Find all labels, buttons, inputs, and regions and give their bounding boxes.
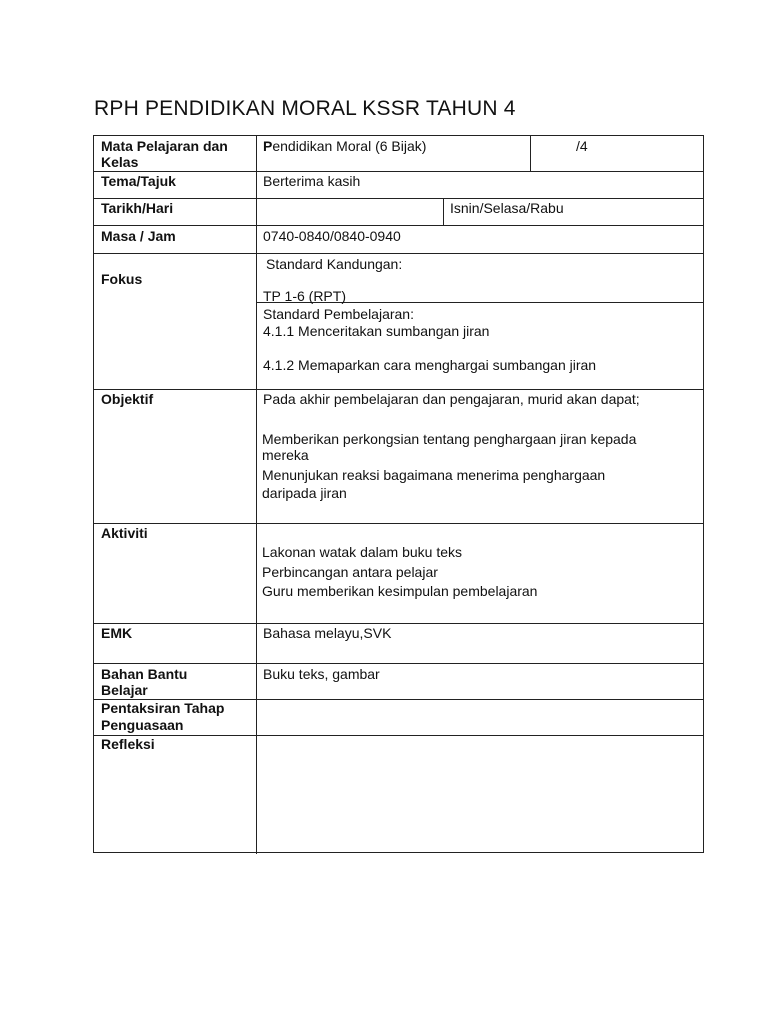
row-divider	[94, 225, 703, 226]
label-aktiviti: Aktiviti	[101, 525, 148, 541]
column-divider	[443, 198, 444, 225]
standard-pembelajaran: Standard Pembelajaran:	[263, 306, 414, 322]
label-bahan-line1: Bahan Bantu	[101, 666, 188, 682]
label-mata-pelajaran-line1: Mata Pelajaran dan	[101, 138, 228, 154]
label-pentaksiran-line2: Penguasaan	[101, 717, 184, 733]
label-emk: EMK	[101, 625, 133, 641]
label-refleksi: Refleksi	[101, 736, 155, 752]
label-mata-pelajaran-line2: Kelas	[101, 154, 139, 170]
row-divider	[94, 663, 703, 664]
column-divider	[530, 136, 531, 171]
label-tema: Tema/Tajuk	[101, 173, 176, 189]
objektif-item-1-line1: Memberikan perkongsian tentang penghargaan jiran kepada	[262, 431, 637, 447]
label-tarikh: Tarikh/Hari	[101, 200, 174, 216]
label-masa: Masa / Jam	[101, 228, 176, 244]
value-mata-pelajaran-first-letter: P	[263, 138, 273, 154]
value-bahan: Buku teks, gambar	[263, 666, 380, 682]
objektif-intro: Pada akhir pembelajaran dan pengajaran, murid akan dapat;	[263, 391, 640, 407]
row-divider	[94, 389, 703, 390]
value-mata-pelajaran-rest: endidikan Moral (6 Bijak)	[272, 138, 427, 154]
label-objektif: Objektif	[101, 391, 154, 407]
row-divider	[94, 253, 703, 254]
value-hari: Isnin/Selasa/Rabu	[450, 200, 564, 216]
rph-table	[93, 135, 704, 853]
sp-item-2: 4.1.2 Memaparkan cara menghargai sumbangan jiran	[263, 357, 597, 373]
aktiviti-item-3: Guru memberikan kesimpulan pembelajaran	[262, 583, 538, 599]
label-bahan-line2: Belajar	[101, 682, 148, 698]
row-divider	[94, 523, 703, 524]
row-divider	[94, 735, 703, 736]
aktiviti-item-2: Perbincangan antara pelajar	[262, 564, 438, 580]
objektif-item-1-line2: mereka	[262, 447, 309, 463]
row-divider	[94, 171, 703, 172]
row-divider	[94, 198, 703, 199]
tp-range: TP 1-6 (RPT)	[263, 288, 346, 304]
aktiviti-item-1: Lakonan watak dalam buku teks	[262, 544, 463, 560]
label-pentaksiran-line1: Pentaksiran Tahap	[101, 700, 225, 716]
objektif-item-2-line1: Menunjukan reaksi bagaimana menerima penghargaan	[262, 467, 606, 483]
column-divider	[256, 136, 257, 854]
objektif-item-2-line2: daripada jiran	[262, 485, 347, 501]
standard-kandungan: Standard Kandungan:	[266, 256, 403, 272]
label-fokus: Fokus	[101, 271, 143, 287]
value-emk: Bahasa melayu,SVK	[263, 625, 392, 641]
page-title: RPH PENDIDIKAN MORAL KSSR TAHUN 4	[94, 97, 516, 120]
sp-item-1: 4.1.1 Menceritakan sumbangan jiran	[263, 323, 490, 339]
value-kelas: /4	[576, 138, 588, 154]
value-mata-pelajaran	[263, 138, 426, 154]
row-divider	[94, 623, 703, 624]
value-masa: 0740-0840/0840-0940	[263, 228, 401, 244]
value-tema: Berterima kasih	[263, 173, 361, 189]
